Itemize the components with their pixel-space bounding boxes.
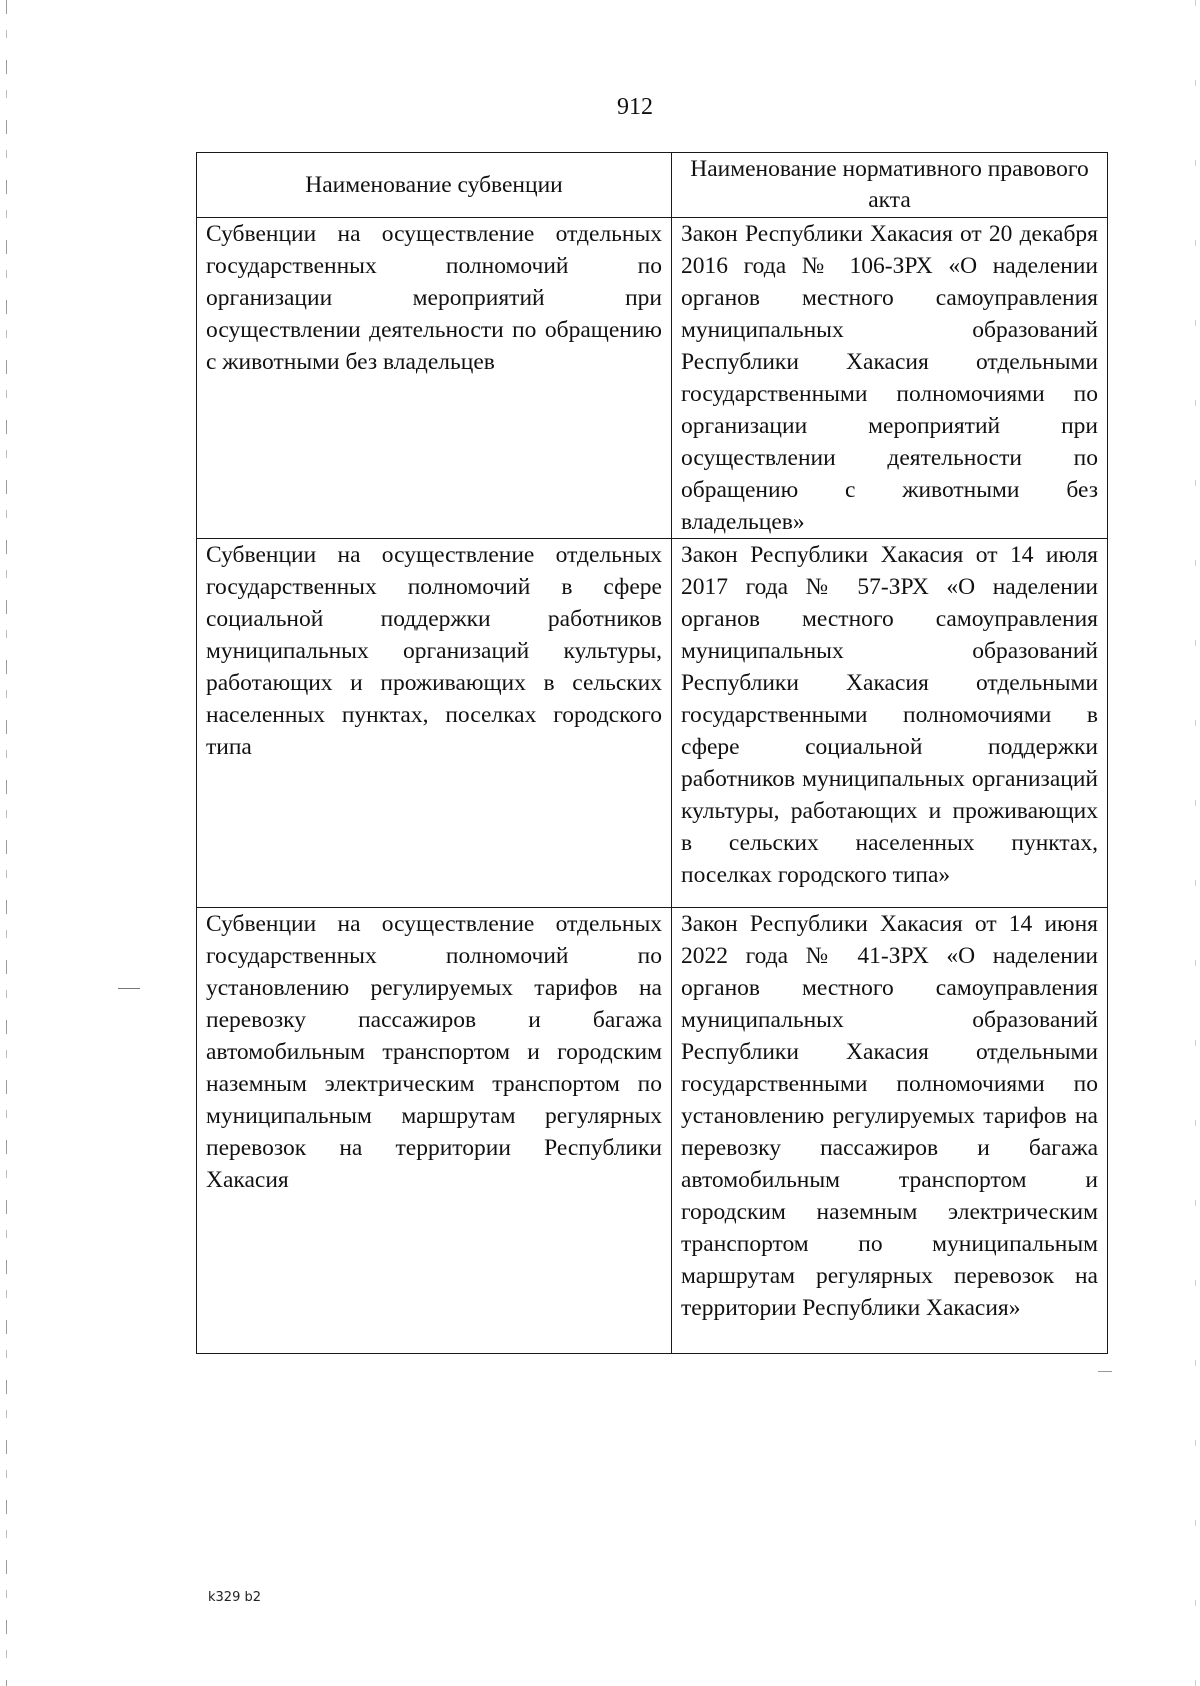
legal-act-cell: Закон Республики Хакасия от 14 июня 2022 года № 41-ЗРХ «О наделении органов местного самоуправления муниципальных образований Республики Хакасия отдельными государственными полномочиями по установлению регулируемых тарифов на перевозку пассажиров и багажа автомобильным транспортом и городским наземным электрическим транспортом по муниципальным маршрутам регулярных перевозок на территории Республики Хакасия» bbox=[672, 908, 1108, 1354]
table-row bbox=[197, 539, 1108, 908]
table-header-row bbox=[197, 153, 1108, 218]
header-subvention-name: Наименование субвенции bbox=[197, 153, 672, 218]
scan-speck bbox=[118, 988, 140, 989]
scan-edge-artifact bbox=[6, 0, 7, 1686]
footer-code: k329 b2 bbox=[208, 1590, 261, 1605]
scan-speck bbox=[1098, 1371, 1112, 1372]
legal-act-cell: Закон Республики Хакасия от 14 июля 2017 года № 57-ЗРХ «О наделении органов местного самоуправления муниципальных образований Республики Хакасия отдельными государственными полномочиями в сфере социальной поддержки работников муниципальных организаций культуры, работающих и проживающих в сельских населенных пунктах, поселках городского типа» bbox=[672, 539, 1108, 908]
table-row bbox=[197, 908, 1108, 1354]
subventions-table bbox=[196, 152, 1108, 1354]
subvention-cell: Субвенции на осуществление отдельных государственных полномочий по организации мероприятий при осуществлении деятельности по обращению с животными без владельцев bbox=[197, 218, 672, 539]
subvention-cell: Субвенции на осуществление отдельных государственных полномочий по установлению регулируемых тарифов на перевозку пассажиров и багажа автомобильным транспортом и городским наземным электрическим транспортом по муниципальным маршрутам регулярных перевозок на территории Республики Хакасия bbox=[197, 908, 672, 1354]
scan-edge-artifact-right bbox=[1195, 0, 1196, 1686]
legal-act-cell: Закон Республики Хакасия от 20 декабря 2016 года № 106-ЗРХ «О наделении органов местного самоуправления муниципальных образований Республики Хакасия отдельными государственными полномочиями по организации мероприятий при осуществлении деятельности по обращению с животными без владельцев» bbox=[672, 218, 1108, 539]
header-legal-act-name: Наименование нормативного правового акта bbox=[672, 153, 1108, 218]
subvention-cell: Субвенции на осуществление отдельных государственных полномочий в сфере социальной поддержки работников муниципальных организаций культуры, работающих и проживающих в сельских населенных пунктах, поселках городского типа bbox=[197, 539, 672, 908]
table-row bbox=[197, 218, 1108, 539]
page-number: 912 bbox=[617, 94, 653, 120]
